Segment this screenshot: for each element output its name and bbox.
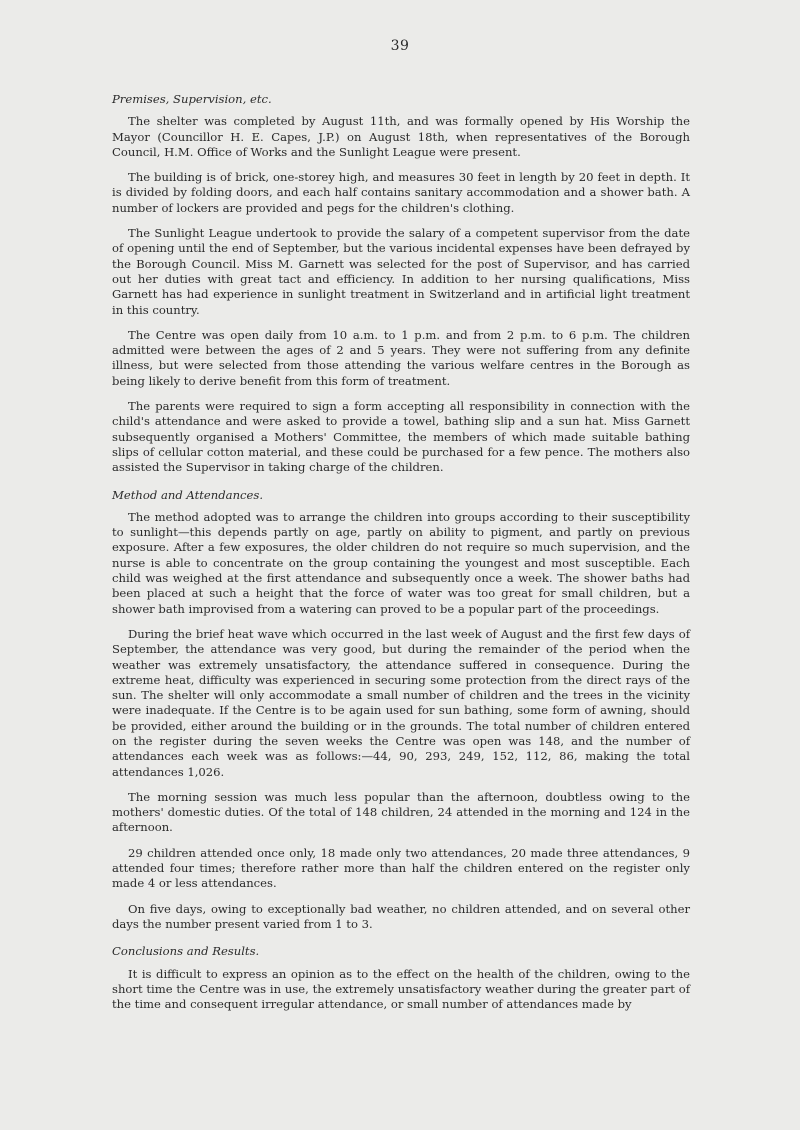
page-number: 39 — [390, 38, 410, 54]
paragraph: It is difficult to express an opinion as to the effect on the health of the children, owing to the short time the Centre was in use, the extremely unsatisfactory weather during the greater part of the time and consequent irregular attendance, or small number of attendances made by — [112, 966, 690, 1012]
paragraph: The Sunlight League undertook to provide the salary of a competent supervisor from the date of opening until the end of September, but the various incidental expenses have been defrayed by the Borough Council. Miss M. Garnett was selected for the post of Supervisor, and has carried out her duties with great tact and efficiency. In addition to her nursing qualifications, Miss Garnett has had experience in sunlight treatment in Switzerland and in artificial light treatment in this country. — [112, 226, 690, 317]
paragraph: On five days, owing to exceptionally bad weather, no children attended, and on several other days the number present varied from 1 to 3. — [112, 901, 690, 931]
section-heading-premises: Premises, Supervision, etc. — [112, 92, 272, 106]
paragraph: The morning session was much less popular than the afternoon, doubtless owing to the mothers' domestic duties. Of the total of 148 children, 24 attended in the morning and 124 in the afternoon. — [112, 789, 690, 835]
page-body — [112, 92, 690, 1022]
paragraph: The Centre was open daily from 10 a.m. to 1 p.m. and from 2 p.m. to 6 p.m. The children admitted were between the ages of 2 and 5 years. They were not suffering from any definite illness, but were selected from those attending the various welfare centres in the Borough as being likely to derive benefit from this form of treatment. — [112, 327, 690, 388]
paragraph: The parents were required to sign a form accepting all responsibility in connection with the child's attendance and were asked to provide a towel, bathing slip and a sun hat. Miss Garnett subsequently organised a Mothers' Committee, the members of which made suitable bathing slips of cellular cotton material, and these could be purchased for a few pence. The mothers also assisted the Supervisor in taking charge of the children. — [112, 399, 690, 475]
section-heading-conclusions: Conclusions and Results. — [112, 944, 260, 959]
paragraph: The building is of brick, one-storey high, and measures 30 feet in length by 20 feet in depth. It is divided by folding doors, and each half contains sanitary accommodation and a shower bath. A number of lockers are provided and pegs for the children's clothing. — [112, 170, 690, 215]
paragraph: During the brief heat wave which occurred in the last week of August and the first few days of September, the attendance was very good, but during the remainder of the period when the weather was extremely unsatisfactory, the attendance suffered in consequence. During the extreme heat, difficulty was experienced in securing some protection from the direct rays of the sun. The shelter will only accommodate a small number of children and the trees in the vicinity were inadequate. If the Centre is to be again used for sun bathing, some form of awning, should be provided, either around the building or in the grounds. The total number of children entered on the register during the seven weeks the Centre was open was 148, and the number of attendances each week was as follows:—44, 90, 293, 249, 152, 112, 86, making the total attendances 1,026. — [112, 626, 690, 779]
paragraph: 29 children attended once only, 18 made only two attendances, 20 made three attendances, 9 attended four times; therefore rather more than half the children entered on the register only made 4 or less attendances. — [112, 845, 690, 891]
paragraph: The method adopted was to arrange the children into groups according to their susceptibility to sunlight—this depends partly on age, partly on ability to pigment, and partly on previous exposure. After a few exposures, the older children do not require so much supervision, and the nurse is able to concentrate on the group containing the youngest and most susceptible. Each child was weighed at the first attendance and subsequently once a week. The shower baths had been placed at such a height that the force of water was too great for small children, but a shower bath improvised from a watering can proved to be a popular part of the proceedings. — [112, 509, 690, 616]
section-heading-method: Method and Attendances. — [112, 487, 264, 502]
paragraph: The shelter was completed by August 11th, and was formally opened by His Worship the Mayor (Councillor H. E. Capes, J.P.) on August 18th, when representatives of the Borough Council, H.M. Office of Works and the Sunlight League were present. — [112, 114, 690, 159]
